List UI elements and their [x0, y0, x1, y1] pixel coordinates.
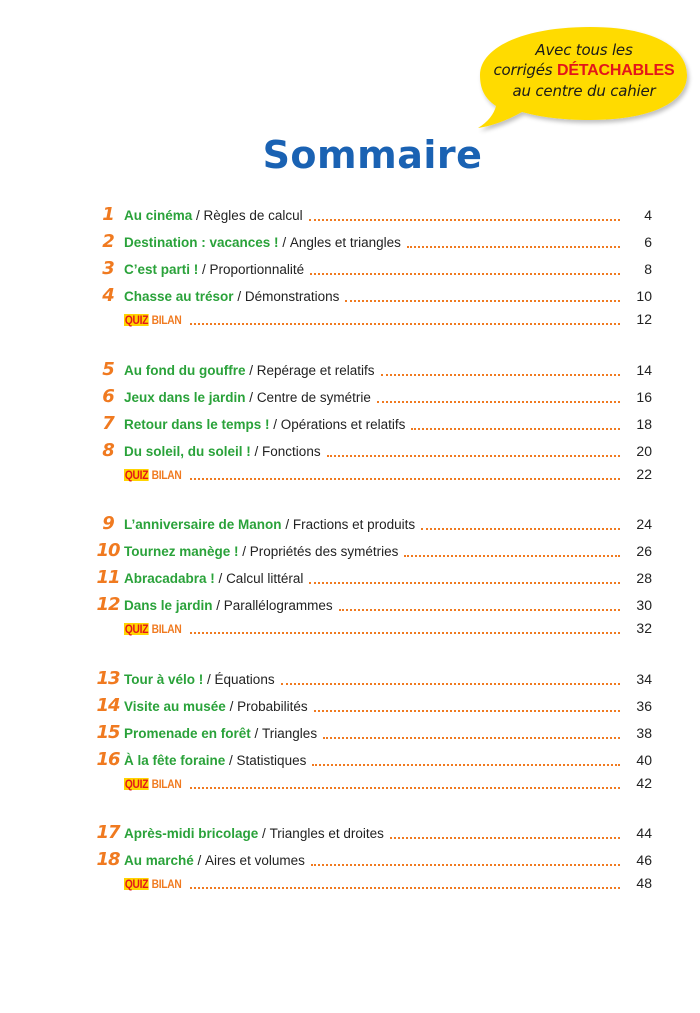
chapter-topic: Triangles et droites	[269, 826, 384, 841]
dot-leader	[312, 764, 620, 766]
chapter-topic: Aires et volumes	[205, 853, 305, 868]
chapter-number: 11	[96, 567, 120, 588]
callout-line-3: au centre du cahier	[512, 82, 656, 100]
chapter-title: Tour à vélo !	[124, 672, 204, 687]
title-separator: /	[250, 726, 263, 741]
page-number: 28	[636, 570, 652, 586]
chapter-title: L’anniversaire de Manon	[124, 517, 282, 532]
page-number: 10	[636, 288, 652, 304]
chapter-topic: Probabilités	[237, 699, 308, 714]
chapter-topic: Proportionnalité	[209, 262, 305, 277]
page-number: 6	[644, 234, 652, 250]
chapter-topic: Statistiques	[236, 753, 307, 768]
toc-entry-chapter-13[interactable]	[92, 668, 652, 690]
toc-entry-chapter-9[interactable]	[92, 513, 652, 535]
quiz-label: QUIZ	[124, 468, 149, 482]
bilan-label: BILAN	[151, 777, 182, 791]
quiz-bilan-badge	[124, 873, 181, 895]
chapter-title: Retour dans le temps !	[124, 417, 270, 432]
dot-leader	[190, 478, 620, 480]
chapter-title: Au fond du gouffre	[124, 363, 246, 378]
title-separator: /	[192, 208, 204, 223]
chapter-number: 13	[96, 668, 120, 689]
page-number: 16	[636, 389, 652, 405]
page-number: 30	[636, 597, 652, 613]
chapter-title: À la fête foraine	[124, 753, 226, 768]
chapter-topic: Centre de symétrie	[256, 390, 371, 405]
title-separator: /	[269, 417, 281, 432]
dot-leader	[309, 219, 620, 221]
chapter-topic: Fonctions	[262, 444, 321, 459]
bilan-label: BILAN	[151, 622, 182, 636]
quiz-bilan-badge	[124, 309, 181, 331]
toc-entry-chapter-18[interactable]	[92, 849, 652, 871]
dot-leader	[190, 887, 620, 889]
toc-entry-chapter-14[interactable]	[92, 695, 652, 717]
callout-text	[480, 40, 688, 101]
chapter-number: 9	[102, 513, 114, 534]
chapter-title: Jeux dans le jardin	[124, 390, 246, 405]
chapter-title: Chasse au trésor	[124, 289, 234, 304]
title-separator: /	[225, 753, 237, 768]
chapter-number: 8	[102, 440, 114, 461]
chapter-topic: Opérations et relatifs	[280, 417, 406, 432]
chapter-topic: Calcul littéral	[226, 571, 304, 586]
bilan-label: BILAN	[151, 313, 182, 327]
bilan-label: BILAN	[151, 468, 182, 482]
title-separator: /	[245, 390, 257, 405]
chapter-topic: Repérage et relatifs	[256, 363, 375, 378]
page-number: 34	[636, 671, 652, 687]
chapter-number: 3	[102, 258, 114, 279]
dot-leader	[323, 737, 620, 739]
toc-entry-quiz-bilan[interactable]	[92, 617, 652, 639]
toc-entry-chapter-7[interactable]	[92, 413, 652, 435]
page-number: 48	[636, 875, 652, 891]
chapter-number: 4	[102, 285, 114, 306]
title-separator: /	[245, 363, 257, 378]
toc-entry-chapter-1[interactable]	[92, 204, 652, 226]
title-separator: /	[250, 444, 263, 459]
quiz-label: QUIZ	[124, 622, 149, 636]
page-number: 44	[636, 825, 652, 841]
toc-entry-chapter-4[interactable]	[92, 285, 652, 307]
dot-leader	[310, 273, 620, 275]
callout-line-2-prefix: corrigés	[493, 61, 557, 79]
chapter-topic: Équations	[214, 672, 275, 687]
title-separator: /	[258, 826, 270, 841]
toc-entry-quiz-bilan[interactable]	[92, 772, 652, 794]
page-number: 4	[644, 207, 652, 223]
callout-highlight-detachables: DÉTACHABLES	[556, 62, 675, 79]
chapter-number: 15	[96, 722, 120, 743]
dot-leader	[421, 528, 620, 530]
chapter-title: C’est parti !	[124, 262, 199, 277]
chapter-number: 18	[96, 849, 120, 870]
page-number: 18	[636, 416, 652, 432]
chapter-topic: Démonstrations	[244, 289, 340, 304]
page-number: 40	[636, 752, 652, 768]
dot-leader	[377, 401, 620, 403]
dot-leader	[345, 300, 620, 302]
page-title: Sommaire	[262, 133, 483, 177]
title-separator: /	[233, 289, 245, 304]
chapter-number: 10	[96, 540, 120, 561]
dot-leader	[404, 555, 620, 557]
chapter-topic: Règles de calcul	[203, 208, 303, 223]
chapter-number: 1	[102, 204, 114, 225]
chapter-topic: Fractions et produits	[292, 517, 416, 532]
page-number: 46	[636, 852, 652, 868]
toc-entry-quiz-bilan[interactable]	[92, 872, 652, 894]
chapter-title: Visite au musée	[124, 699, 226, 714]
chapter-topic: Angles et triangles	[289, 235, 401, 250]
chapter-topic: Triangles	[262, 726, 318, 741]
toc-entry-chapter-3[interactable]	[92, 258, 652, 280]
dot-leader	[190, 323, 620, 325]
chapter-number: 14	[96, 695, 120, 716]
dot-leader	[190, 787, 620, 789]
toc-entry-chapter-8[interactable]	[92, 440, 652, 462]
title-separator: /	[203, 672, 215, 687]
chapter-number: 7	[102, 413, 114, 434]
title-separator: /	[238, 544, 250, 559]
title-separator: /	[212, 598, 224, 613]
page-number: 14	[636, 362, 652, 378]
dot-leader	[190, 632, 620, 634]
page-number: 26	[636, 543, 652, 559]
toc-entry-chapter-15[interactable]	[92, 722, 652, 744]
page-number: 38	[636, 725, 652, 741]
bilan-label: BILAN	[151, 877, 182, 891]
page-number: 22	[636, 466, 652, 482]
chapter-number: 2	[102, 231, 114, 252]
dot-leader	[407, 246, 620, 248]
chapter-title: Après-midi bricolage	[124, 826, 259, 841]
chapter-title: Abracadabra !	[124, 571, 215, 586]
quiz-bilan-badge	[124, 773, 181, 795]
toc-entry-chapter-6[interactable]	[92, 386, 652, 408]
toc-entry-chapter-11[interactable]	[92, 567, 652, 589]
page-number: 24	[636, 516, 652, 532]
chapter-number: 16	[96, 749, 120, 770]
quiz-bilan-badge	[124, 464, 181, 486]
chapter-number: 17	[96, 822, 120, 843]
toc-entry-chapter-10[interactable]	[92, 540, 652, 562]
title-separator: /	[225, 699, 238, 714]
title-separator: /	[193, 853, 206, 868]
dot-leader	[339, 609, 620, 611]
dot-leader	[381, 374, 620, 376]
toc-entry-chapter-16[interactable]	[92, 749, 652, 771]
chapter-title: Promenade en forêt	[124, 726, 251, 741]
chapter-title: Du soleil, du soleil !	[124, 444, 251, 459]
dot-leader	[311, 864, 620, 866]
quiz-label: QUIZ	[124, 877, 149, 891]
chapter-title: Au marché	[124, 853, 194, 868]
title-separator: /	[278, 235, 290, 250]
chapter-title: Tournez manège !	[124, 544, 239, 559]
page-number: 42	[636, 775, 652, 791]
chapter-number: 5	[102, 359, 114, 380]
chapter-number: 12	[96, 594, 120, 615]
page-number: 12	[636, 311, 652, 327]
callout-line-2	[480, 60, 688, 81]
chapter-topic: Parallélogrammes	[223, 598, 333, 613]
dot-leader	[314, 710, 620, 712]
dot-leader	[411, 428, 620, 430]
page-number: 20	[636, 443, 652, 459]
page-number: 8	[644, 261, 652, 277]
quiz-label: QUIZ	[124, 777, 149, 791]
title-separator: /	[214, 571, 227, 586]
toc-entry-chapter-5[interactable]	[92, 359, 652, 381]
dot-leader	[327, 455, 620, 457]
chapter-title: Au cinéma	[124, 208, 193, 223]
toc-entry-quiz-bilan[interactable]	[92, 308, 652, 330]
chapter-title: Dans le jardin	[124, 598, 213, 613]
page-number: 32	[636, 620, 652, 636]
toc-entry-chapter-12[interactable]	[92, 594, 652, 616]
dot-leader	[281, 683, 620, 685]
chapter-topic: Propriétés des symétries	[249, 544, 399, 559]
dot-leader	[390, 837, 620, 839]
title-separator: /	[281, 517, 293, 532]
dot-leader	[309, 582, 620, 584]
quiz-label: QUIZ	[124, 313, 149, 327]
callout-line-1: Avec tous les	[535, 41, 633, 59]
toc-entry-chapter-17[interactable]	[92, 822, 652, 844]
toc-entry-chapter-2[interactable]	[92, 231, 652, 253]
chapter-number: 6	[102, 386, 114, 407]
page-number: 36	[636, 698, 652, 714]
chapter-title: Destination : vacances !	[124, 235, 279, 250]
toc-entry-quiz-bilan[interactable]	[92, 463, 652, 485]
title-separator: /	[198, 262, 210, 277]
quiz-bilan-badge	[124, 618, 181, 640]
corrections-callout-bubble	[462, 20, 700, 138]
